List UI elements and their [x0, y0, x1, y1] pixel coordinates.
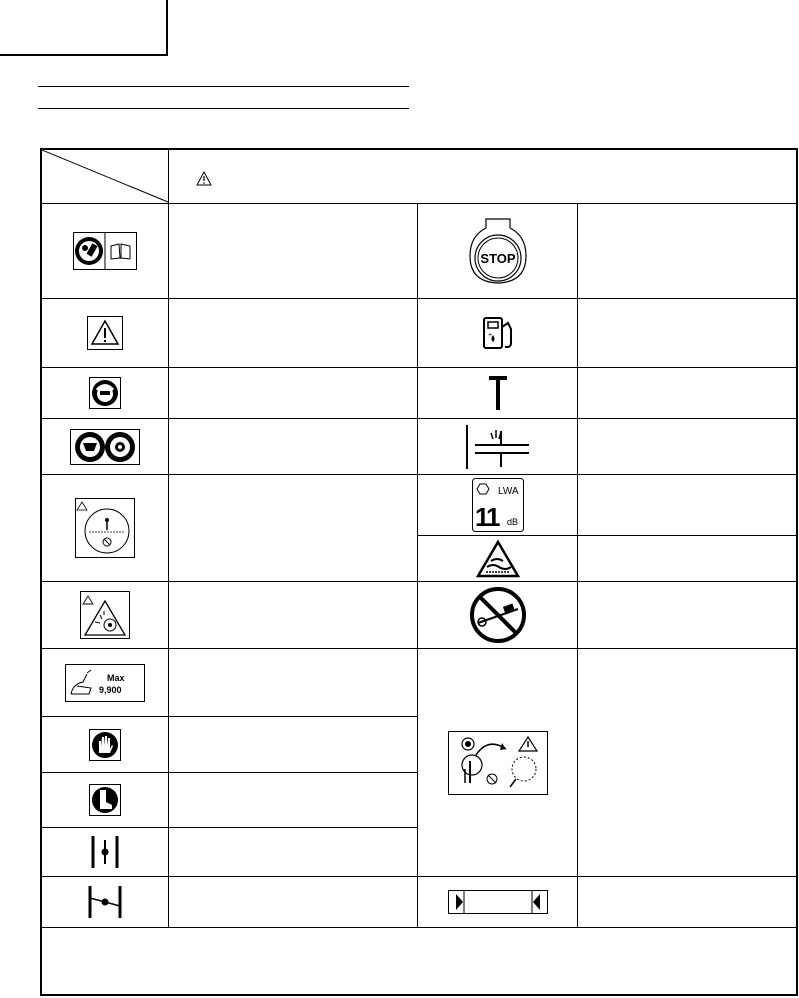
svg-text:+: +: [487, 332, 492, 339]
read-manual-cell: [42, 204, 168, 298]
blade-rotation-cell: [418, 649, 577, 876]
col-divider-1: [168, 150, 169, 927]
fuel-cell: [418, 299, 577, 367]
hot-surface-cell: [418, 536, 577, 581]
hot-surface-icon: [475, 539, 521, 579]
sound-power-icon: [472, 478, 524, 532]
max-label: Max: [107, 672, 125, 683]
title-rule-1: [38, 86, 409, 87]
gloves-icon: [89, 729, 121, 761]
handle-vertical-cell: [42, 828, 168, 876]
max-speed-icon: [65, 664, 145, 702]
choke-lever-icon: [463, 423, 533, 471]
stop-cell: [418, 204, 577, 298]
keep-distance-cell: [42, 475, 168, 581]
head-protection-cell: [42, 368, 168, 418]
eye-ear-cell: [42, 419, 168, 474]
footer-divider: [42, 927, 798, 928]
thrown-objects-cell: [42, 582, 168, 648]
warning-triangle-icon: [87, 316, 123, 350]
head-protection-icon: [89, 377, 121, 409]
blade-guard-label-cell: [418, 877, 577, 927]
blade-guard-label-icon: [448, 890, 548, 914]
choke-cell: [418, 419, 577, 474]
max-speed-cell: [42, 649, 168, 716]
gloves-cell: [42, 717, 168, 772]
db-unit: dB: [506, 517, 518, 527]
header-warning-icon: [196, 171, 212, 186]
sound-power-cell: [418, 475, 577, 535]
thrown-objects-icon: [80, 591, 130, 639]
header-tab-box: [0, 0, 168, 56]
t-cell: [418, 368, 577, 418]
lwa-label: LWA: [497, 486, 519, 497]
no-metal-blade-icon: [468, 585, 528, 645]
handle-vertical-icon: [87, 834, 123, 870]
corner-diagonal: [42, 150, 169, 204]
speed-value: 9,900: [99, 684, 122, 695]
col-divider-3: [577, 204, 578, 927]
title-rule-2: [38, 108, 409, 109]
fuel-pump-icon: [481, 315, 515, 351]
handle-horizontal-icon: [86, 884, 124, 920]
eye-ear-protection-icon: [70, 429, 140, 465]
warning-cell: [42, 299, 168, 367]
boots-icon: [89, 784, 121, 816]
symbols-table: [40, 148, 798, 996]
handle-horizontal-cell: [42, 877, 168, 927]
sound-value: 11: [474, 502, 498, 532]
blade-rotation-icon: [448, 731, 548, 795]
stop-switch-icon: [466, 216, 530, 286]
read-manual-icon: [73, 232, 137, 270]
stop-label: STOP: [479, 251, 516, 266]
keep-distance-icon: [75, 498, 135, 558]
t-handle-icon: [488, 374, 508, 412]
boots-cell: [42, 773, 168, 827]
no-metal-blade-cell: [418, 582, 577, 648]
